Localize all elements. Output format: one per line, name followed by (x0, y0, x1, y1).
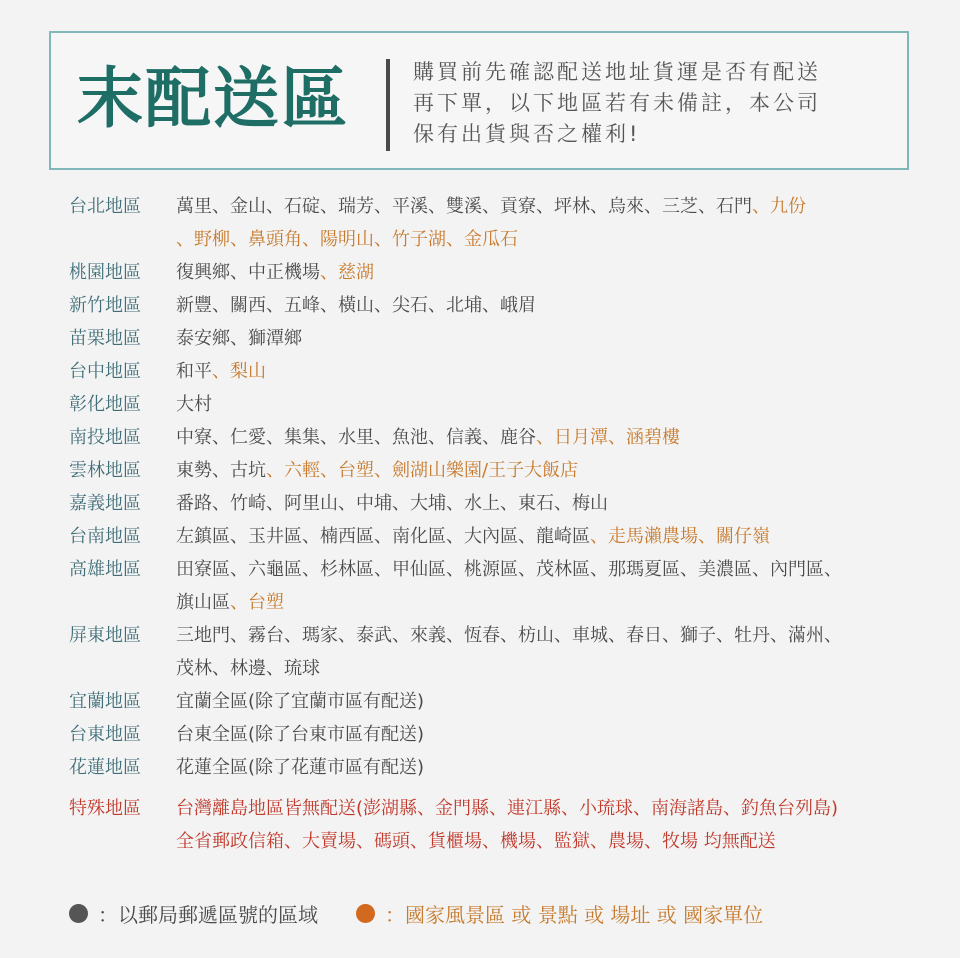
region-places-line (176, 421, 921, 454)
postal-places: 宜蘭全區(除了宜蘭市區有配送) (176, 691, 425, 712)
region-places (176, 388, 921, 421)
special-region-name: 特殊地區 (69, 798, 141, 819)
scenic-places: 、慈湖 (320, 262, 374, 283)
region-places-line (176, 652, 921, 685)
region-places-line (176, 718, 921, 751)
scenic-places: 、日月潭、涵碧樓 (536, 427, 680, 448)
region-places (176, 520, 921, 553)
postal-places: 田寮區、六龜區、杉林區、甲仙區、桃源區、茂林區、那瑪夏區、美濃區、內門區、 (176, 559, 842, 580)
postal-places: 泰安鄉、獅潭鄉 (176, 328, 302, 349)
region-row (69, 190, 929, 256)
region-name: 台東地區 (69, 724, 141, 745)
postal-places: 台東全區(除了台東市區有配送) (176, 724, 425, 745)
header-divider (386, 59, 390, 151)
region-name: 新竹地區 (69, 295, 141, 316)
region-places-line (176, 388, 921, 421)
region-name: 南投地區 (69, 427, 141, 448)
region-row (69, 421, 929, 454)
page-title: 末配送區 (77, 60, 349, 137)
header-note-line: 再下單，以下地區若有未備註，本公司 (413, 91, 821, 115)
postal-places: 旗山區 (176, 592, 230, 613)
postal-places: 和平 (176, 361, 212, 382)
postal-places: 花蓮全區(除了花蓮市區有配送) (176, 757, 425, 778)
region-row (69, 355, 929, 388)
region-places-line (176, 487, 921, 520)
header-note (413, 57, 821, 150)
region-places-line (176, 619, 921, 652)
region-row (69, 487, 929, 520)
region-places-line (176, 751, 921, 784)
grey-dot-icon (69, 904, 88, 923)
region-row (69, 454, 929, 487)
postal-places: 新豐、關西、五峰、橫山、尖石、北埔、峨眉 (176, 295, 536, 316)
postal-places: 三地門、霧台、瑪家、泰武、來義、恆春、枋山、車城、春日、獅子、牡丹、滿州、 (176, 625, 842, 646)
orange-dot-icon (356, 904, 375, 923)
special-region-row (69, 792, 929, 858)
legend-scenic (356, 899, 763, 928)
postal-places: 復興鄉、中正機場 (176, 262, 320, 283)
region-places (176, 421, 921, 454)
region-places (176, 553, 921, 619)
scenic-places: 、野柳、鼻頭角、陽明山、竹子湖、金瓜石 (176, 229, 518, 250)
region-places (176, 256, 921, 289)
region-row (69, 289, 929, 322)
region-places-line (176, 454, 921, 487)
region-row (69, 256, 929, 289)
region-places (176, 751, 921, 784)
region-name: 台南地區 (69, 526, 141, 547)
region-row (69, 619, 929, 685)
region-places (176, 619, 921, 685)
region-row (69, 520, 929, 553)
scenic-places: 、六輕、台塑、劍湖山樂園/王子大飯店 (266, 460, 579, 481)
region-places-line (176, 322, 921, 355)
region-name: 嘉義地區 (69, 493, 141, 514)
special-region-line: 全省郵政信箱、大賣場、碼頭、貨櫃場、機場、監獄、農場、牧場 均無配送 (176, 831, 776, 852)
region-places (176, 322, 921, 355)
region-places (176, 355, 921, 388)
region-places-line (176, 190, 921, 223)
region-row (69, 322, 929, 355)
scenic-places: 、台塑 (230, 592, 284, 613)
region-name: 桃園地區 (69, 262, 141, 283)
region-row (69, 685, 929, 718)
scenic-places: 、九份 (752, 196, 806, 217)
region-places-line (176, 223, 921, 256)
legend-postal-label: ：以郵局郵遞區號的區域 (98, 902, 318, 927)
region-places (176, 190, 921, 256)
special-region-places (176, 792, 921, 858)
postal-places: 大村 (176, 394, 212, 415)
region-name: 花蓮地區 (69, 757, 141, 778)
region-places (176, 685, 921, 718)
region-name: 宜蘭地區 (69, 691, 141, 712)
legend-scenic-label: ：國家風景區 或 景點 或 場址 或 國家單位 (385, 902, 764, 927)
postal-places: 左鎮區、玉井區、楠西區、南化區、大內區、龍崎區 (176, 526, 590, 547)
special-region-line: 台灣離島地區皆無配送(澎湖縣、金門縣、連江縣、小琉球、南海諸島、釣魚台列島) (176, 798, 839, 819)
postal-places: 茂林、林邊、琉球 (176, 658, 320, 679)
region-places (176, 487, 921, 520)
legend-postal (69, 899, 318, 928)
postal-places: 萬里、金山、石碇、瑞芳、平溪、雙溪、貢寮、坪林、烏來、三芝、石門 (176, 196, 752, 217)
region-places-line (176, 256, 921, 289)
header-box (49, 31, 909, 170)
postal-places: 番路、竹崎、阿里山、中埔、大埔、水上、東石、梅山 (176, 493, 608, 514)
region-name: 台中地區 (69, 361, 141, 382)
scenic-places: 、梨山 (212, 361, 266, 382)
region-row (69, 718, 929, 751)
region-places-line (176, 685, 921, 718)
region-name: 屏東地區 (69, 625, 141, 646)
postal-places: 中寮、仁愛、集集、水里、魚池、信義、鹿谷 (176, 427, 536, 448)
region-row (69, 388, 929, 421)
region-places-line (176, 355, 921, 388)
region-places-line (176, 586, 921, 619)
region-row (69, 553, 929, 619)
region-name: 苗栗地區 (69, 328, 141, 349)
legend (69, 896, 763, 930)
header-note-line: 保有出貨與否之權利! (413, 122, 641, 146)
region-places (176, 718, 921, 751)
region-places-line (176, 289, 921, 322)
header-note-line: 購買前先確認配送地址貨運是否有配送 (413, 60, 821, 84)
region-places (176, 454, 921, 487)
postal-places: 東勢、古坑 (176, 460, 266, 481)
region-places (176, 289, 921, 322)
region-list (69, 190, 929, 858)
region-name: 彰化地區 (69, 394, 141, 415)
region-name: 台北地區 (69, 196, 141, 217)
region-places-line (176, 553, 921, 586)
scenic-places: 、走馬瀨農場、關仔嶺 (590, 526, 770, 547)
region-name: 高雄地區 (69, 559, 141, 580)
region-name: 雲林地區 (69, 460, 141, 481)
region-places-line (176, 520, 921, 553)
region-row (69, 751, 929, 784)
